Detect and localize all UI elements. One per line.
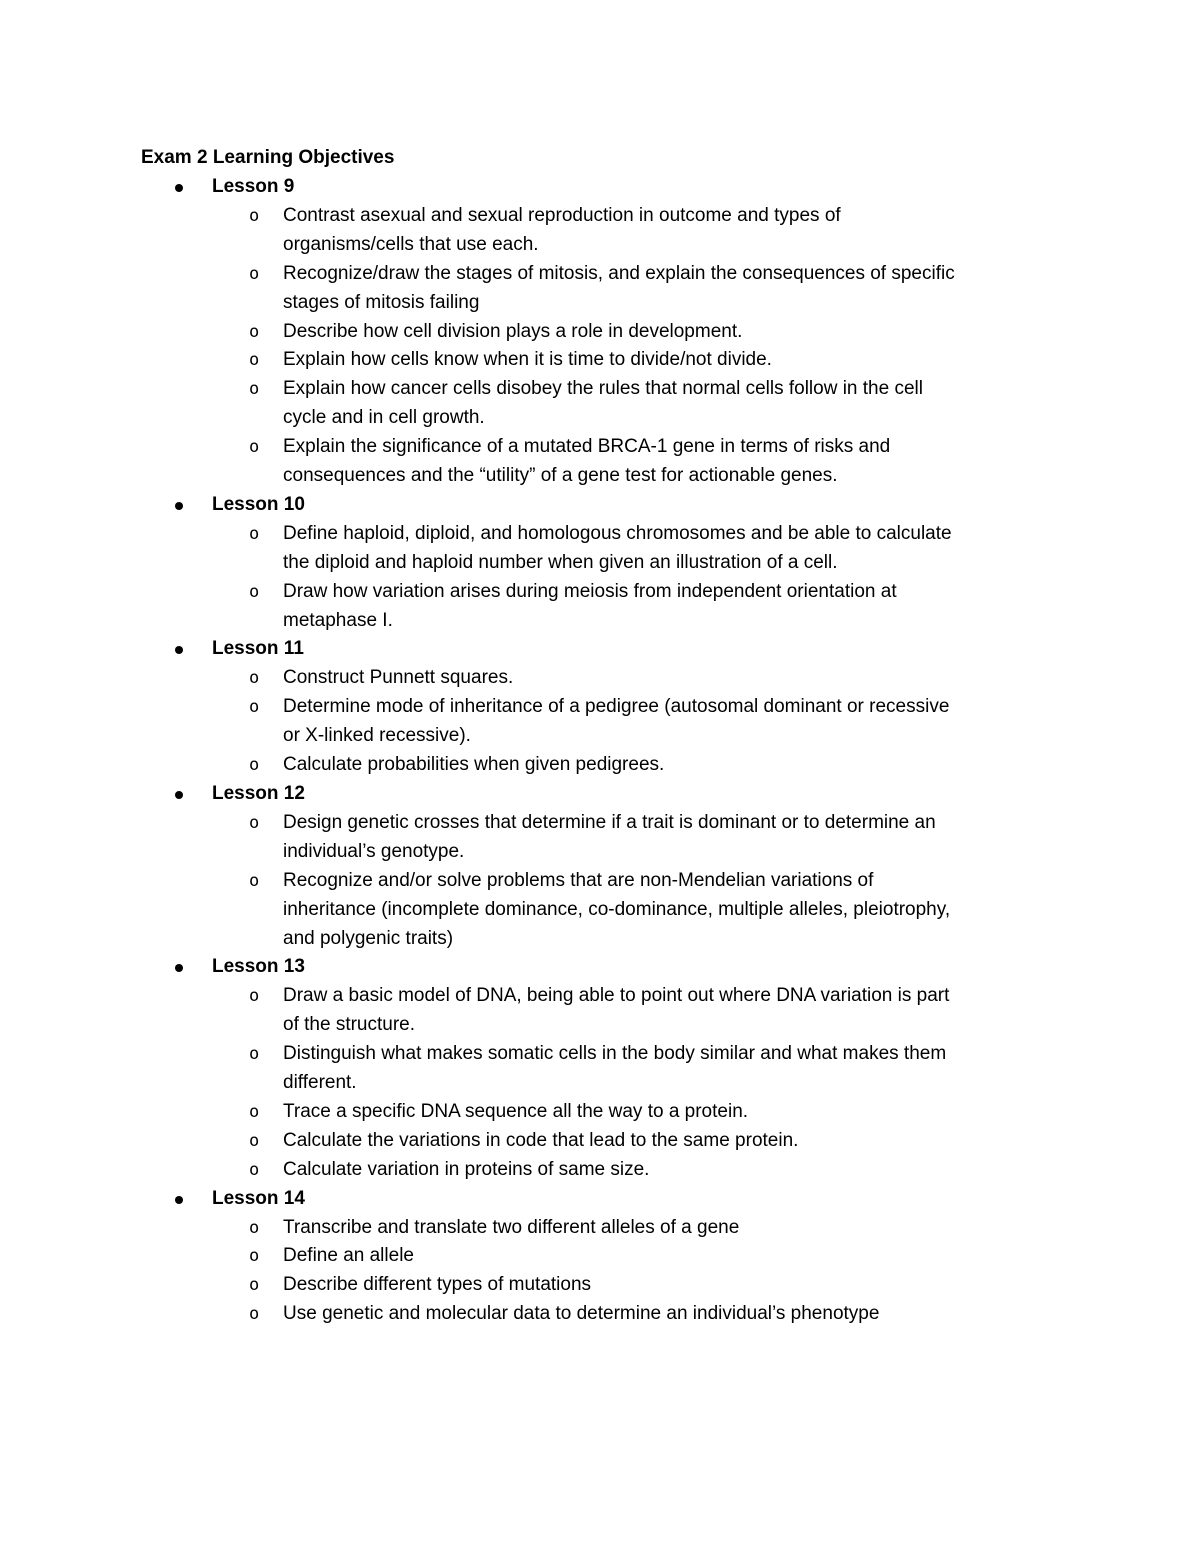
objective-item [0,318,1063,347]
document-title: Exam 2 Learning Objectives [141,147,395,168]
objective-list [0,809,1200,954]
circle-bullet-icon: o [249,1304,260,1325]
objective-item [0,433,1063,491]
circle-bullet-icon: o [249,1044,260,1065]
lesson-item [0,491,1200,636]
objective-item [0,867,1063,954]
bullet-dot-icon [175,502,183,510]
circle-bullet-icon: o [249,523,260,544]
circle-bullet-icon: o [249,581,260,602]
objective-item [0,346,1063,375]
lesson-label: Lesson 14 [212,1187,305,1209]
objective-item [0,664,1063,693]
lesson-item [0,635,1200,780]
objective-text: Explain the significance of a mutated BRCA-1 gene in terms of risks and consequences and the “utility” of a gene test for actionable genes. [283,436,891,487]
circle-bullet-icon: o [249,1275,260,1296]
objective-item [0,1242,1063,1271]
objective-text: Explain how cancer cells disobey the rules that normal cells follow in the cell cycle and in cell growth. [283,378,923,429]
lesson-header [0,953,1200,982]
circle-bullet-icon: o [249,205,260,226]
objective-item [0,1040,1063,1098]
objective-text: Construct Punnett squares. [283,667,514,689]
lesson-item [0,1185,1200,1330]
objective-text: Trace a specific DNA sequence all the way to a protein. [283,1100,749,1122]
objective-item [0,578,1063,636]
objective-text: Calculate probabilities when given pedigrees. [283,754,665,776]
lesson-header [0,491,1200,520]
objective-text: Use genetic and molecular data to determine an individual’s phenotype [283,1303,880,1325]
objective-text: Calculate the variations in code that lead to the same protein. [283,1129,799,1151]
lesson-label: Lesson 9 [212,176,295,197]
objective-text: Distinguish what makes somatic cells in the body similar and what makes them different. [283,1043,947,1094]
lesson-item [0,953,1200,1184]
objective-item [0,751,1063,780]
bullet-dot-icon [175,1196,183,1204]
objective-text: Describe how cell division plays a role in development. [283,320,743,342]
bullet-dot-icon [175,964,183,972]
objective-text: Define an allele [283,1245,414,1267]
objective-item [0,982,1063,1040]
circle-bullet-icon: o [249,870,260,891]
objective-item [0,375,1063,433]
objective-list [0,982,1200,1184]
circle-bullet-icon: o [249,812,260,833]
objective-item [0,693,1063,751]
objective-text: Recognize and/or solve problems that are non-Mendelian variations of inheritance (incomplete dominance, co-dominance, multiple alleles, pleiotrophy, and polygenic traits) [283,869,951,949]
circle-bullet-icon: o [249,668,260,689]
objective-list [0,520,1200,636]
objective-text: Design genetic crosses that determine if a trait is dominant or to determine an individual’s genotype. [283,811,936,862]
circle-bullet-icon: o [249,1246,260,1267]
objective-item [0,1300,1063,1329]
objective-item [0,520,1063,578]
objective-text: Calculate variation in proteins of same size. [283,1158,650,1180]
lesson-item [0,173,1200,491]
circle-bullet-icon: o [249,379,260,400]
circle-bullet-icon: o [249,321,260,342]
objective-item [0,1098,1063,1127]
circle-bullet-icon: o [249,1130,260,1151]
circle-bullet-icon: o [249,755,260,776]
lesson-header [0,635,1200,664]
circle-bullet-icon: o [249,1217,260,1238]
objective-item [0,202,1063,260]
objective-list [0,1214,1200,1330]
objective-list [0,664,1200,780]
objective-text: Describe different types of mutations [283,1274,592,1296]
circle-bullet-icon: o [249,697,260,718]
lesson-label: Lesson 10 [212,493,305,515]
lesson-header [0,173,1200,202]
objective-text: Explain how cells know when it is time to divide/not divide. [283,349,772,371]
lesson-header [0,1185,1200,1214]
circle-bullet-icon: o [249,263,260,284]
lesson-header [0,780,1200,809]
objective-item [0,1214,1063,1243]
circle-bullet-icon: o [249,1101,260,1122]
circle-bullet-icon: o [249,986,260,1007]
lesson-item [0,780,1200,953]
objective-item [0,1156,1063,1185]
lesson-list [0,173,1200,1329]
bullet-dot-icon [175,646,183,654]
objective-text: Recognize/draw the stages of mitosis, and explain the consequences of specific stages of mitosis failing [283,262,955,313]
objective-item [0,809,1063,867]
objective-list [0,202,1200,491]
objective-item [0,1271,1063,1300]
objective-text: Define haploid, diploid, and homologous chromosomes and be able to calculate the diploid and haploid number when given an illustration of a cell. [283,522,952,573]
lesson-label: Lesson 12 [212,782,305,804]
objective-item [0,260,1063,318]
objective-text: Transcribe and translate two different alleles of a gene [283,1216,740,1238]
circle-bullet-icon: o [249,350,260,371]
objective-text: Draw a basic model of DNA, being able to point out where DNA variation is part of the structure. [283,985,950,1036]
objective-text: Draw how variation arises during meiosis from independent orientation at metaphase I. [283,580,897,631]
bullet-dot-icon [175,184,183,192]
bullet-dot-icon [175,791,183,799]
circle-bullet-icon: o [249,437,260,458]
objective-item [0,1127,1063,1156]
objective-text: Determine mode of inheritance of a pedigree (autosomal dominant or recessive or X-linked recessive). [283,696,950,747]
lesson-label: Lesson 11 [212,638,304,660]
circle-bullet-icon: o [249,1159,260,1180]
lesson-label: Lesson 13 [212,956,305,978]
objective-text: Contrast asexual and sexual reproduction in outcome and types of organisms/cells that use each. [283,204,841,255]
